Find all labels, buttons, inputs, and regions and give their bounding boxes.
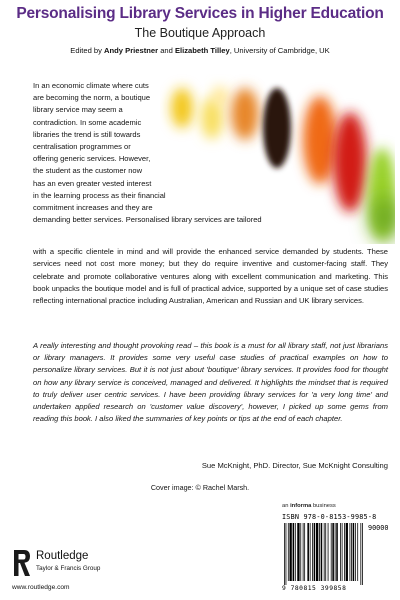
blurb-line: in the learning process as their financial — [33, 190, 166, 200]
barcode-bar — [357, 523, 358, 581]
barcode-bar — [324, 523, 325, 581]
barcode-bar — [346, 523, 348, 581]
barcode-bar — [300, 523, 301, 581]
blurb-line: demanding better services. Personalised library services are tailored — [33, 215, 262, 225]
barcode-bar — [328, 523, 329, 581]
publisher-url[interactable]: www.routledge.com — [12, 584, 70, 591]
cover-image-credit: Cover image: © Rachel Marsh. — [150, 483, 250, 492]
blurb-line: offering generic services. However, — [33, 154, 151, 164]
barcode-bar — [295, 523, 296, 581]
barcode-bar — [325, 523, 326, 581]
barcode-bar — [319, 523, 320, 581]
barcode-bar — [331, 523, 332, 581]
blurb-line: In an economic climate where cuts — [33, 81, 149, 90]
blurb-paragraph: with a specific clientele in mind and will provide the enhanced service demanded by students. These services need not cost more money; but they do require inventive and customer-facing staff. They celebrate and promote collaborative ventures along with excellent communication and marketing. This book unpacks the boutique model and is full of practical advice, supported by a unique set of case studies reflecting international practice including Australian, American and Russian and UK library services. — [33, 247, 388, 306]
dark-blob — [263, 88, 291, 168]
barcode-bar — [286, 523, 287, 585]
barcode-bar — [316, 523, 318, 581]
review-quote — [33, 340, 388, 425]
informa-suffix: business — [311, 503, 336, 509]
editors-and: and — [158, 46, 175, 55]
barcode-bar — [289, 523, 291, 581]
book-subtitle: The Boutique Approach — [134, 26, 266, 40]
barcode-icon — [282, 523, 390, 585]
publisher-group: Taylor & Francis Group — [36, 565, 101, 572]
blurb-line: has an even greater vested interest — [33, 178, 152, 188]
isbn-barcode-block — [282, 513, 390, 595]
blurb-line: library service may seem a — [33, 105, 123, 115]
barcode-number: 9 780815 399858 — [282, 585, 347, 592]
price-code: 90000 — [368, 524, 389, 532]
barcode-bar — [360, 523, 361, 585]
barcode-bar — [312, 523, 313, 581]
barcode-bar — [293, 523, 295, 581]
barcode-bar — [336, 523, 338, 581]
blurb-line: centralisation programmes or — [33, 142, 131, 152]
editors-prefix: Edited by — [70, 46, 105, 55]
barcode-bar — [355, 523, 356, 581]
blurb-line: the student as the customer now — [33, 166, 143, 176]
pale-yellow-blob-2 — [213, 86, 227, 106]
editor-name-1: Andy Priestner — [104, 46, 159, 55]
barcode-bar — [342, 523, 343, 581]
book-title: Personalising Library Services in Higher Education — [16, 5, 384, 22]
informa-business-note — [282, 503, 336, 509]
publisher-name: Routledge — [36, 550, 89, 562]
barcode-bar — [351, 523, 352, 581]
barcode-bar — [340, 523, 341, 581]
barcode-bar — [344, 523, 345, 581]
review-text: A really interesting and thought provoking read – this book is a must for all library staff, not just librarians or library managers. It provides some very useful case studies of practical examples on how to personalize library services. But it is not just about 'boutique' library services. It provides food for thought on how any library service is conceived, managed and delivered. It highlights the mindset that is required to truly deliver user centric services. I have been providing library services for 'a very long time' and undertaken applied research on 'customer value discovery', however, I picked up some gems from reading this book. I also liked the summaries of key points or tips at the end of each chapter. — [33, 341, 388, 424]
barcode-bar — [303, 523, 304, 581]
routledge-logo-icon — [12, 549, 32, 577]
yellow-blob — [171, 88, 193, 128]
informa-brand: informa — [290, 503, 312, 509]
editors-affiliation: , University of Cambridge, UK — [229, 46, 330, 55]
editor-name-2: Elizabeth Tilley — [174, 46, 230, 55]
orange-blob — [231, 88, 259, 140]
blurb-line: are becoming the norm, a boutique — [33, 93, 151, 103]
blurb-narrow-lines — [33, 80, 262, 226]
blurb-line: commitment increases and they are — [33, 203, 153, 213]
review-attribution: Sue McKnight, PhD. Director, Sue McKnight Consulting — [201, 461, 388, 470]
informa-prefix: an — [282, 503, 291, 509]
barcode-bar — [314, 523, 316, 581]
barcode-bar — [284, 523, 285, 585]
barcode-bar — [304, 523, 305, 581]
barcode-bar — [288, 523, 289, 581]
editors-line — [0, 46, 400, 55]
barcode-bar — [350, 523, 351, 581]
blurb-line: contradiction. In some academic — [33, 117, 142, 127]
barcode-bar — [321, 523, 323, 581]
red-blob — [333, 112, 367, 212]
barcode-bar — [307, 523, 309, 581]
isbn-label: ISBN 978-0-8153-9985-8 — [282, 513, 377, 521]
barcode-bar — [335, 523, 336, 581]
barcode-bar — [310, 523, 311, 581]
blurb-line: libraries the trend is still towards — [33, 129, 141, 139]
barcode-bar — [332, 523, 334, 581]
barcode-bar — [362, 523, 363, 585]
barcode-bar — [297, 523, 299, 581]
bright-orange-blob — [303, 96, 337, 184]
blurb-wide — [33, 246, 388, 307]
barcode-bar — [353, 523, 355, 581]
